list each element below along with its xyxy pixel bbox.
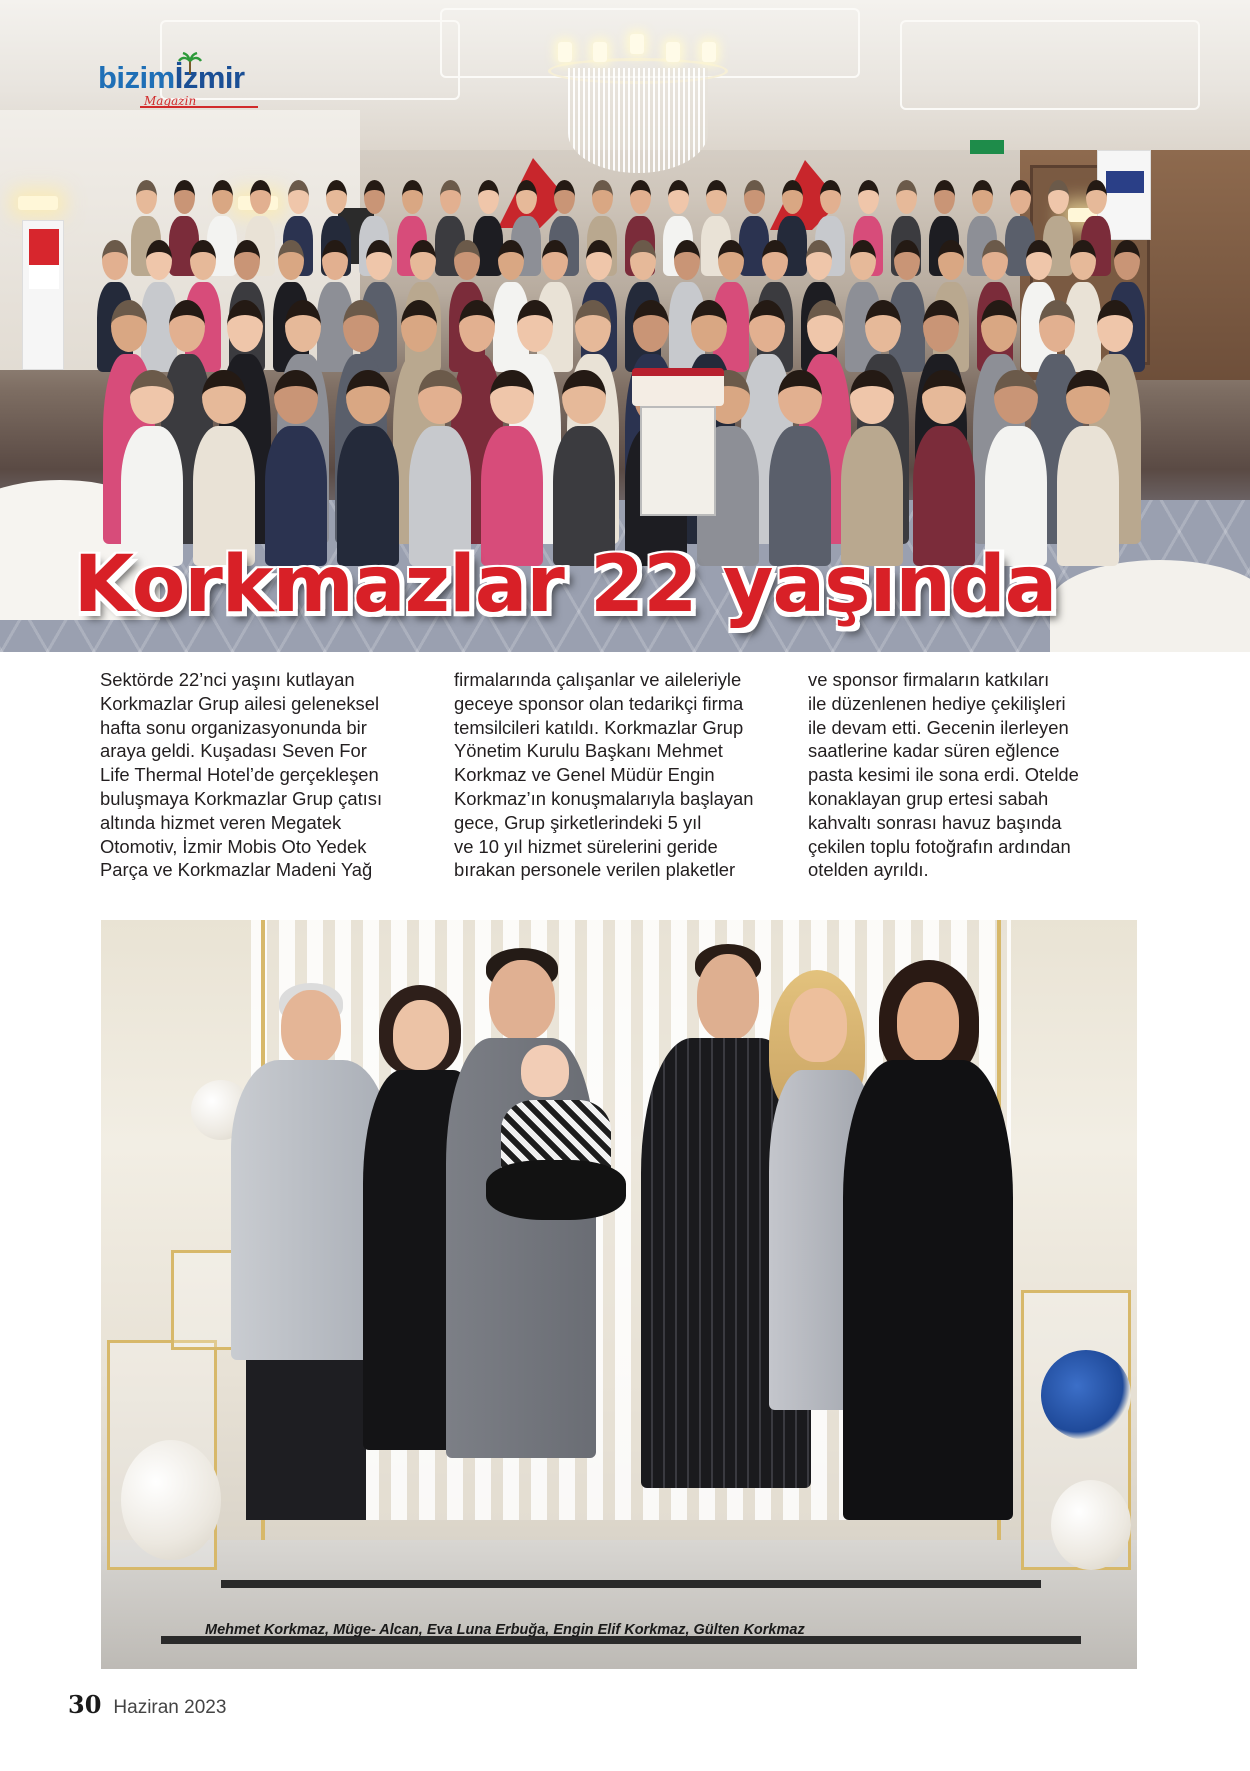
logo-tagline: Magazin [144, 94, 197, 108]
chandelier [548, 28, 728, 178]
headline-wrapper [0, 540, 1250, 630]
crowd-person [337, 370, 399, 566]
text-line: altında hizmet veren Megatek [100, 811, 342, 833]
text-line: çekilen toplu fotoğrafın ardından [808, 835, 1071, 857]
text-line: ve sponsor firmaların katkıları [808, 669, 1050, 690]
text-line: konaklayan grup ertesi sabah [808, 787, 1049, 809]
text-line: Yönetim Kurulu Başkanı Mehmet [454, 740, 723, 762]
text-line: geceye sponsor olan tedarikçi firma [454, 692, 744, 714]
white-flowers [121, 1440, 221, 1560]
text-line: ve 10 yıl hizmet sürelerini geride [454, 835, 718, 857]
white-flowers [1051, 1480, 1131, 1570]
article-column-2 [454, 668, 784, 882]
text-line: hafta sonu organizasyonunda bir [100, 716, 367, 738]
magazine-logo [98, 60, 268, 116]
birthday-cake [632, 368, 724, 406]
text-line: araya geldi. Kuşadası Seven For [100, 740, 367, 762]
article-headline: Korkmazlar 22 yaşında [73, 540, 1057, 630]
text-line: pasta kesimi ile sona erdi. Otelde [808, 764, 1079, 786]
text-line: ile devam etti. Gecenin ilerleyen [808, 716, 1069, 738]
photo-caption: Mehmet Korkmaz, Müge- Alcan, Eva Luna Erbuğa, Engin Elif Korkmaz, Gülten Korkmaz [205, 1622, 805, 1638]
text-line: Korkmazlar Grup ailesi geleneksel [100, 692, 380, 714]
page-footer [68, 1690, 226, 1720]
crowd-person [481, 370, 543, 566]
family-photo [101, 920, 1137, 1669]
crowd-person [265, 370, 327, 566]
text-line: gece, Grup şirketlerindeki 5 yıl [454, 811, 702, 833]
exit-sign [970, 140, 1004, 154]
text-line: bırakan personele verilen plaketler [454, 859, 736, 881]
marble-floor [101, 1540, 1137, 1669]
crowd-person [121, 370, 183, 566]
crowd-person [913, 370, 975, 566]
article-column-3 [808, 668, 1138, 882]
crowd-person [553, 370, 615, 566]
text-line: buluşmaya Korkmazlar Grup çatısı [100, 787, 383, 809]
text-line: Parça ve Korkmazlar Madeni Yağ [100, 859, 373, 881]
group-photo-banquet [0, 0, 1250, 652]
cake-stand [640, 406, 716, 516]
logo-text-bizim: bizim [98, 60, 175, 95]
crowd-person [193, 370, 255, 566]
page-number: 30 [68, 1690, 102, 1719]
text-line: kahvaltı sonrası havuz başında [808, 811, 1062, 833]
logo-text-izmir: İzmir [174, 60, 245, 95]
crowd-person [769, 370, 831, 566]
crowd-person [1057, 370, 1119, 566]
text-line: Otomotiv, İzmir Mobis Oto Yedek [100, 835, 367, 857]
crowd-row-seated [0, 370, 1250, 566]
crowd-person [985, 370, 1047, 566]
article-column-1 [100, 668, 430, 882]
article-body [100, 668, 1140, 882]
text-line: ile düzenlenen hediye çekilişleri [808, 692, 1066, 714]
palm-tree-icon [178, 52, 202, 74]
text-line: otelden ayrıldı. [808, 859, 929, 881]
crowd-person [409, 370, 471, 566]
crowd-person [841, 370, 903, 566]
text-line: Life Thermal Hotel’de gerçekleşen [100, 764, 379, 786]
text-line: Korkmaz ve Genel Müdür Engin [454, 764, 715, 786]
text-line: saatlerine kadar süren eğlence [808, 740, 1060, 762]
issue-date: Haziran 2023 [113, 1697, 227, 1718]
text-line: Sektörde 22’nci yaşını kutlayan [100, 669, 355, 690]
blue-flowers [1041, 1350, 1131, 1440]
text-line: temsilcileri katıldı. Korkmazlar Grup [454, 716, 744, 738]
text-line: Korkmaz’ın konuşmalarıyla başlayan [454, 787, 754, 809]
ceiling-panel [900, 20, 1200, 110]
text-line: firmalarında çalışanlar ve aileleriyle [454, 669, 742, 690]
